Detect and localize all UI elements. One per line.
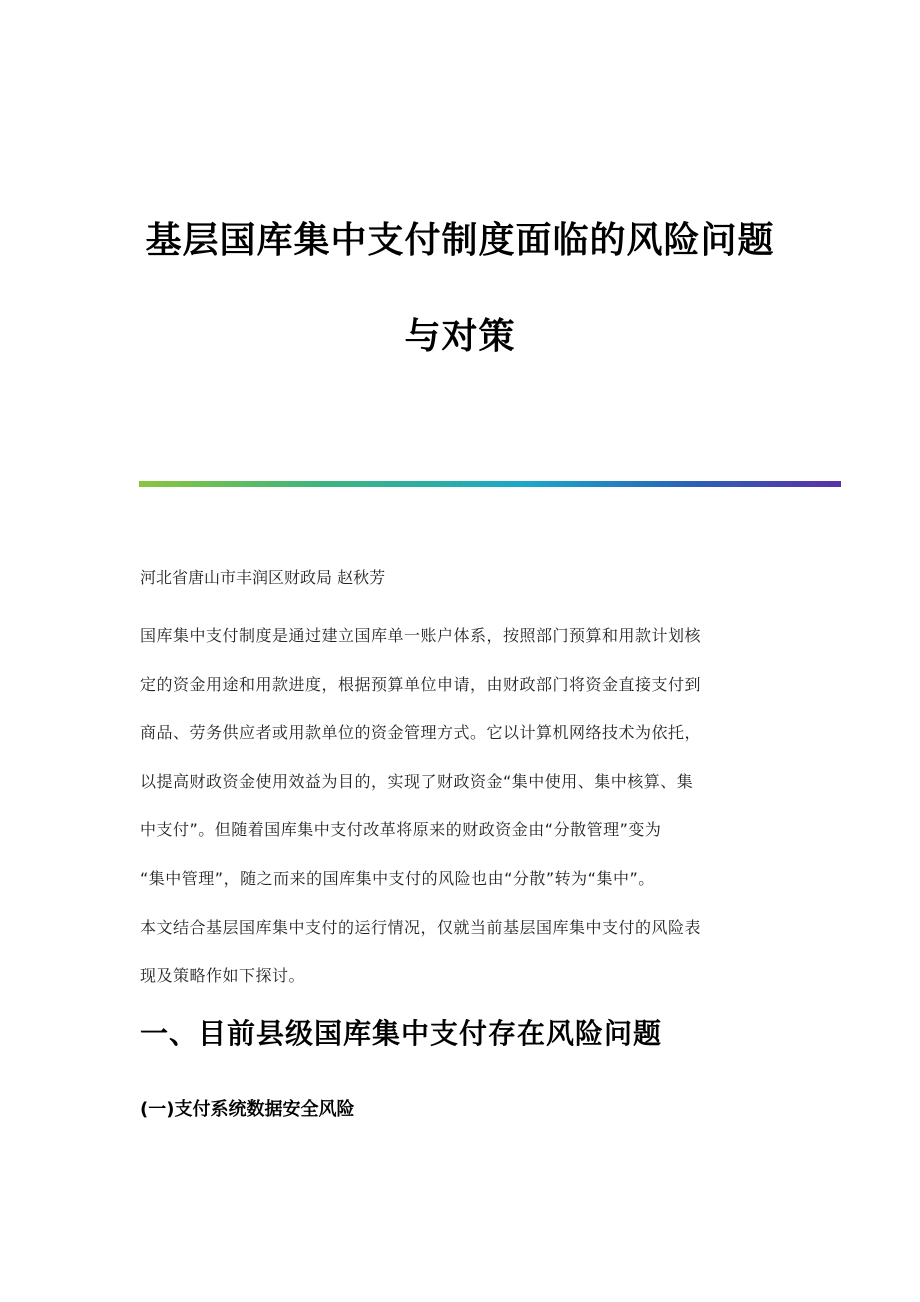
body-line: 中支付”。但随着国库集中支付改革将原来的财政资金由“分散管理”变为 [140, 820, 662, 840]
subsection-heading: (一)支付系统数据安全风险 [140, 1099, 355, 1120]
body-line: “集中管理”，随之而来的国库集中支付的风险也由“分散”转为“集中”。 [140, 868, 655, 888]
document-title-line-2: 与对策 [404, 315, 516, 357]
body-line: 商品、劳务供应者或用款单位的资金管理方式。它以计算机网络技术为依托， [140, 723, 702, 743]
gradient-divider [139, 481, 841, 487]
author-affiliation: 河北省唐山市丰润区财政局 赵秋芳 [140, 568, 386, 587]
body-line: 以提高财政资金使用效益为目的，实现了财政资金“集中使用、集中核算、集 [140, 771, 694, 791]
body-paragraph [140, 624, 780, 1013]
document-title-line-1: 基层国库集中支付制度面临的风险问题 [145, 219, 775, 261]
body-line: 国库集中支付制度是通过建立国库单一账户体系，按照部门预算和用款计划核 [140, 626, 702, 645]
section-heading: 一、目前县级国库集中支付存在风险问题 [140, 1017, 663, 1050]
body-line: 现及策略作如下探讨。 [140, 966, 306, 986]
body-line: 定的资金用途和用款进度，根据预算单位申请，由财政部门将资金直接支付到 [140, 674, 702, 694]
body-line: 本文结合基层国库集中支付的运行情况，仅就当前基层国库集中支付的风险表 [140, 917, 702, 937]
